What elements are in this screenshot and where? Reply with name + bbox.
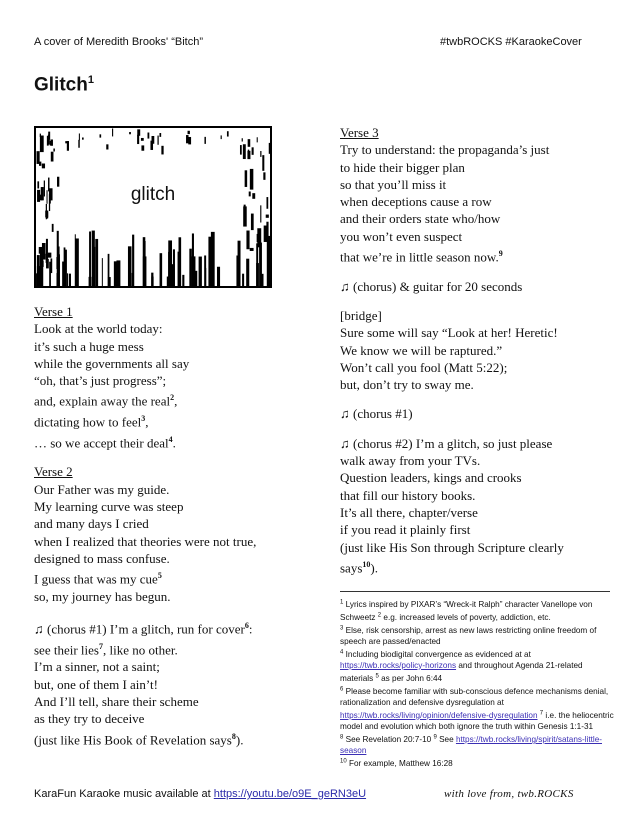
lyric-line: I guess that was my cue$^5$ bbox=[34, 571, 162, 587]
header-hashtags: #twbROCKS #KaraokeCover bbox=[440, 36, 582, 48]
noise-mark bbox=[188, 137, 191, 144]
noise-mark bbox=[257, 137, 258, 142]
noise-mark bbox=[217, 267, 220, 286]
noise-mark bbox=[260, 274, 263, 286]
youtube-link[interactable]: https://youtu.be/o9E_geRN3eU bbox=[213, 788, 367, 800]
noise-mark bbox=[137, 135, 139, 144]
noise-mark bbox=[243, 144, 246, 159]
lyric-line: as they try to deceive bbox=[34, 711, 145, 727]
noise-mark bbox=[248, 150, 249, 156]
noise-mark bbox=[266, 222, 268, 241]
footnote-number: 4 bbox=[340, 649, 344, 656]
noise-mark bbox=[173, 249, 175, 286]
noise-mark bbox=[128, 246, 132, 286]
noise-mark bbox=[100, 134, 102, 137]
footnote-ref: 7 bbox=[98, 641, 103, 651]
noise-mark bbox=[151, 277, 153, 286]
noise-mark bbox=[37, 266, 41, 286]
lyric-line: but, one of them I ain’t! bbox=[34, 676, 158, 692]
lyric-line: I’m a sinner, not a saint; bbox=[34, 659, 160, 675]
noise-mark bbox=[46, 259, 49, 269]
lyric-block bbox=[340, 435, 615, 577]
footnote: $^7$ i.e. the heliocentric model and evolution which both ignore the truth within Genesis 1:1-31 bbox=[340, 710, 614, 732]
noise-mark bbox=[148, 133, 150, 139]
noise-mark bbox=[48, 135, 50, 145]
lyric-line: Try to understand: the propaganda’s just bbox=[340, 142, 550, 158]
noise-mark bbox=[67, 141, 69, 151]
page-title bbox=[34, 74, 94, 96]
verse-heading: Verse 3 bbox=[340, 125, 379, 140]
noise-mark bbox=[75, 238, 78, 286]
lyric-line: says$^{10}$). bbox=[340, 559, 378, 576]
lyric-block bbox=[340, 307, 615, 393]
noise-mark bbox=[51, 152, 54, 162]
noise-mark bbox=[45, 211, 48, 218]
noise-mark bbox=[40, 136, 44, 153]
footnote-ref: 6 bbox=[244, 621, 249, 631]
noise-mark bbox=[106, 144, 108, 149]
noise-mark bbox=[137, 129, 140, 135]
lyric-line: you won’t even suspect bbox=[340, 228, 463, 244]
noise-mark bbox=[132, 235, 134, 286]
lyric-line: It’s all there, chapter/verse bbox=[340, 504, 478, 520]
noise-mark bbox=[243, 206, 247, 226]
footnote: $^1$ Lyrics inspired by PIXAR’s “Wreck-it Ralph” character Vanellope von Schweetz bbox=[340, 599, 593, 622]
noise-mark bbox=[116, 260, 120, 286]
noise-mark bbox=[42, 164, 45, 169]
noise-mark bbox=[78, 140, 79, 148]
noise-mark bbox=[50, 141, 52, 146]
noise-mark bbox=[114, 261, 117, 286]
noise-mark bbox=[152, 136, 155, 144]
lyric-line: ♫ (chorus #2) I’m a glitch, so just please bbox=[340, 435, 553, 451]
noise-mark bbox=[212, 255, 213, 286]
lyric-line: “oh, that’s just progress”; bbox=[34, 373, 167, 389]
lyric-line: designed to mass confuse. bbox=[34, 550, 170, 566]
lyric-line: [bridge] bbox=[340, 308, 382, 323]
lyric-line: (just like His Son through Scripture clearly bbox=[340, 539, 564, 555]
noise-mark bbox=[204, 255, 206, 286]
footnote-number: 7 bbox=[539, 710, 544, 717]
lyric-line: to hide their bigger plan bbox=[340, 159, 465, 175]
noise-mark bbox=[108, 277, 111, 286]
noise-mark bbox=[248, 139, 251, 147]
noise-mark bbox=[37, 151, 40, 164]
noise-mark bbox=[192, 233, 194, 286]
left-lyrics-column bbox=[34, 303, 304, 760]
noise-mark bbox=[263, 172, 265, 179]
glitch-logo-image bbox=[34, 126, 272, 288]
footnote: $^5$ as per John 6:44 bbox=[375, 673, 443, 683]
footnote-number: 8 bbox=[340, 734, 344, 741]
lyric-line: if you read it plainly first bbox=[340, 522, 471, 538]
footer-karaoke-note bbox=[34, 788, 366, 800]
noise-mark bbox=[189, 249, 191, 286]
footnote: $^3$ Else, risk censorship, arrest as new laws restricting online freedom of speech are passed/enacted bbox=[340, 624, 597, 646]
noise-mark bbox=[40, 134, 41, 137]
footnote-ref: 2 bbox=[170, 393, 175, 403]
footnote-number: 6 bbox=[340, 686, 344, 693]
noise-mark bbox=[161, 146, 163, 155]
lyric-line: and their orders state who/how bbox=[340, 211, 501, 227]
noise-mark bbox=[250, 248, 254, 251]
lyric-block bbox=[340, 405, 615, 422]
noise-mark bbox=[89, 277, 92, 286]
footnote-link[interactable]: https://twb.rocks/living/spirit/satans-little-season bbox=[340, 735, 602, 756]
noise-mark bbox=[257, 234, 260, 242]
lyric-line: but, don’t try to sway me. bbox=[340, 377, 474, 393]
noise-mark bbox=[95, 239, 98, 286]
footnote-number: 9 bbox=[433, 734, 437, 741]
lyric-line: when deceptions cause a row bbox=[340, 194, 492, 210]
footnote: $^4$ Including biodigital convergence as evidenced at at https://twb.rocks/policy-horizons and throughout Agenda 21-related materials bbox=[340, 649, 583, 683]
footnote-number: 3 bbox=[340, 624, 344, 631]
footnote: $^{10}$ For example, Matthew 16:28 bbox=[340, 758, 453, 769]
footnote-ref: 8 bbox=[231, 731, 236, 741]
footnote-number: 10 bbox=[340, 758, 347, 765]
lyric-line: see their lies$^7$, like no other. bbox=[34, 641, 178, 658]
noise-mark bbox=[49, 262, 51, 286]
noise-mark bbox=[182, 275, 184, 286]
footnote-link[interactable]: https://twb.rocks/policy-horizons bbox=[340, 660, 457, 670]
lyric-line: ♫ (chorus #1) bbox=[340, 406, 413, 422]
footer-text: KaraFun Karaoke music available at bbox=[34, 788, 211, 800]
noise-mark bbox=[141, 145, 144, 150]
noise-mark bbox=[64, 247, 66, 286]
noise-mark bbox=[186, 135, 189, 143]
noise-mark bbox=[194, 271, 197, 286]
right-lyrics-column bbox=[340, 124, 615, 588]
lyric-line: and many days I cried bbox=[34, 516, 149, 532]
lyric-line: … so we accept their deal$^4$. bbox=[34, 434, 176, 451]
lyric-line: so that you’ll miss it bbox=[340, 176, 447, 192]
header-left: A cover of Meredith Brooks' “Bitch” bbox=[34, 36, 203, 48]
noise-mark bbox=[269, 143, 270, 154]
lyric-line: and, explain away the real$^2$, bbox=[34, 393, 178, 409]
footnote-ref: 4 bbox=[168, 434, 173, 444]
noise-mark bbox=[160, 253, 163, 286]
lyric-line: it’s such a huge mess bbox=[34, 338, 144, 354]
noise-mark bbox=[143, 256, 147, 286]
lyric-line: Won’t call you fool (Matt 5:22); bbox=[340, 359, 508, 375]
lyric-block bbox=[340, 278, 615, 295]
title-text: Glitch bbox=[34, 74, 88, 96]
noise-mark bbox=[204, 137, 205, 144]
footnote-ref: 10 bbox=[362, 559, 371, 569]
noise-mark bbox=[246, 231, 249, 250]
footnote-number: 5 bbox=[375, 673, 379, 680]
noise-mark bbox=[167, 277, 170, 286]
lyric-line: when I realized that theories were not true, bbox=[34, 533, 257, 549]
lyric-line: walk away from your TVs. bbox=[340, 453, 481, 469]
lyric-block bbox=[340, 141, 615, 265]
noise-mark bbox=[266, 215, 269, 218]
lyric-line: that fill our history books. bbox=[340, 487, 476, 503]
noise-mark bbox=[82, 137, 84, 139]
lyric-line: My learning curve was steep bbox=[34, 498, 184, 514]
noise-mark bbox=[40, 278, 42, 286]
noise-mark bbox=[102, 258, 103, 286]
noise-mark bbox=[92, 231, 95, 286]
noise-mark bbox=[69, 274, 70, 286]
noise-mark bbox=[268, 263, 269, 286]
noise-mark bbox=[208, 237, 211, 286]
noise-mark bbox=[251, 214, 254, 231]
lyric-line: Question leaders, kings and crooks bbox=[340, 470, 522, 486]
title-footnote-ref: 1 bbox=[87, 74, 94, 86]
lyric-line: so, my journey has begun. bbox=[34, 588, 171, 604]
noise-mark bbox=[221, 135, 222, 139]
noise-mark bbox=[188, 131, 190, 134]
footnotes bbox=[340, 597, 615, 769]
footer-signature: with love from, twb.ROCKS bbox=[444, 788, 574, 800]
lyric-block bbox=[34, 617, 304, 748]
noise-mark bbox=[238, 241, 241, 286]
lyric-block bbox=[34, 320, 304, 451]
lyric-block bbox=[34, 481, 304, 605]
noise-mark bbox=[246, 259, 249, 286]
noise-mark bbox=[52, 224, 54, 232]
noise-mark bbox=[79, 133, 80, 140]
lyric-line: We know we will be raptured.” bbox=[340, 342, 503, 358]
verse-heading: Verse 2 bbox=[34, 464, 73, 480]
lyric-line: (just like His Book of Revelation says$^8$). bbox=[34, 731, 244, 747]
lyric-line: dictating how to feel$^3$, bbox=[34, 414, 149, 430]
footnote-ref: 3 bbox=[141, 414, 146, 424]
lyric-line: ♫ (chorus #1) I’m a glitch, run for cover$^6$: bbox=[34, 621, 253, 637]
noise-mark bbox=[242, 274, 244, 286]
noise-mark bbox=[240, 145, 242, 155]
footnote: $^8$ See Revelation 20:7-10 bbox=[340, 734, 434, 745]
noise-mark bbox=[48, 253, 52, 258]
noise-mark bbox=[67, 273, 68, 286]
footnote-number: 1 bbox=[340, 599, 344, 605]
noise-mark bbox=[46, 239, 48, 255]
noise-mark bbox=[242, 138, 243, 141]
noise-mark bbox=[252, 147, 254, 155]
noise-mark bbox=[260, 151, 261, 157]
logo-text: glitch bbox=[130, 184, 176, 205]
noise-mark bbox=[256, 243, 258, 286]
noise-mark bbox=[227, 131, 229, 136]
footnote: $^9$ See https://twb.rocks/living/spirit/satans-little-season bbox=[340, 734, 602, 756]
lyric-line: ♫ (chorus) & guitar for 20 seconds bbox=[340, 278, 523, 294]
lyric-line: And I’ll tell, share their scheme bbox=[34, 693, 199, 709]
footnote-ref: 9 bbox=[498, 249, 503, 259]
footnote-ref: 5 bbox=[157, 571, 162, 581]
noise-mark bbox=[141, 138, 144, 141]
footnote-divider bbox=[340, 591, 610, 592]
footnote: $^6$ Please become familiar with sub-conscious defence mechanisms denial, rationalization and defensive dysregulation at https://twb.rocks/living/opinion/defensive-dysregulation bbox=[340, 686, 609, 720]
lyric-line: Sure some will say “Look at her! Heretic! bbox=[340, 325, 558, 341]
noise-mark bbox=[129, 132, 131, 134]
noise-mark bbox=[57, 254, 59, 286]
lyric-line: that we’re in little season now.$^9$ bbox=[340, 249, 503, 265]
noise-mark bbox=[260, 205, 261, 222]
noise-mark bbox=[53, 148, 54, 151]
noise-mark bbox=[157, 136, 158, 145]
noise-mark bbox=[262, 155, 264, 171]
footnote: $^2$ e.g. increased levels of poverty, addiction, etc. bbox=[377, 611, 551, 622]
lyric-line: Our Father was my guide. bbox=[34, 481, 170, 497]
noise-mark bbox=[112, 128, 113, 136]
footnote-link[interactable]: https://twb.rocks/living/opinion/defensive-dysregulation bbox=[340, 710, 538, 720]
noise-mark bbox=[159, 133, 161, 137]
lyric-line: while the governments all say bbox=[34, 355, 190, 371]
glitch-noise-graphic bbox=[36, 128, 270, 286]
footnote-number: 2 bbox=[377, 611, 382, 618]
noise-mark bbox=[179, 237, 182, 286]
lyric-line: Look at the world today: bbox=[34, 321, 163, 337]
noise-mark bbox=[199, 257, 202, 286]
verse-heading: Verse 1 bbox=[34, 304, 73, 319]
